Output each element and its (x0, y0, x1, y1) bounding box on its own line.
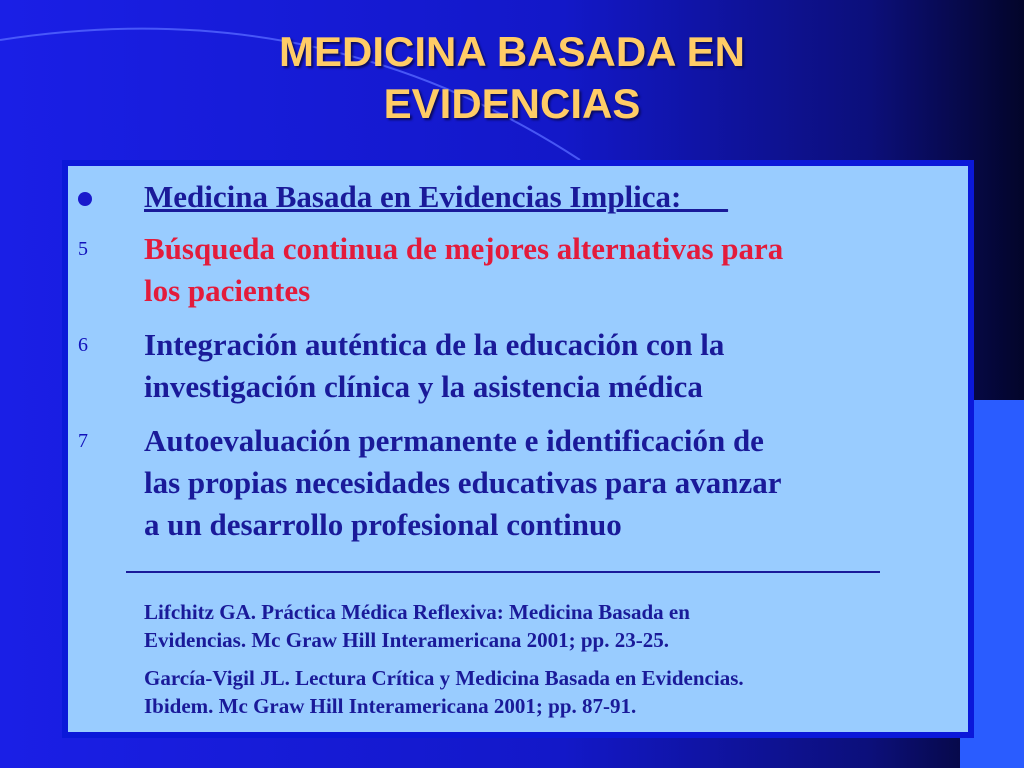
reference-line: García-Vigil JL. Lectura Crítica y Medicina Basada en Evidencias. (144, 666, 744, 690)
slide-title (0, 26, 1024, 130)
item-text-line: a un desarrollo profesional continuo (144, 507, 622, 542)
item-text-line: los pacientes (144, 273, 311, 308)
item-marker: 7 (78, 430, 88, 452)
bullet-dot-icon (78, 192, 92, 206)
item-marker: 6 (78, 334, 88, 356)
slide-title-line-2: EVIDENCIAS (383, 80, 641, 127)
item-text-line: Autoevaluación permanente e identificación de (144, 423, 764, 458)
item-text-line: Búsqueda continua de mejores alternativas para (144, 231, 784, 266)
reference-line: Lifchitz GA. Práctica Médica Reflexiva: Medicina Basada en (144, 600, 690, 624)
reference-line: Evidencias. Mc Graw Hill Interamericana 2001; pp. 23-25. (144, 628, 669, 652)
item-text-line: investigación clínica y la asistencia médica (144, 369, 703, 404)
reference-line: Ibidem. Mc Graw Hill Interamericana 2001; pp. 87-91. (144, 694, 637, 718)
references-divider (126, 571, 880, 573)
content-heading: Medicina Basada en Evidencias Implica:___ (144, 179, 728, 214)
item-text-line: las propias necesidades educativas para avanzar (144, 465, 782, 500)
content-panel (62, 160, 974, 738)
slide-title-line-1: MEDICINA BASADA EN (279, 28, 745, 75)
item-text-line: Integración auténtica de la educación con la (144, 327, 725, 362)
item-marker: 5 (78, 238, 88, 260)
